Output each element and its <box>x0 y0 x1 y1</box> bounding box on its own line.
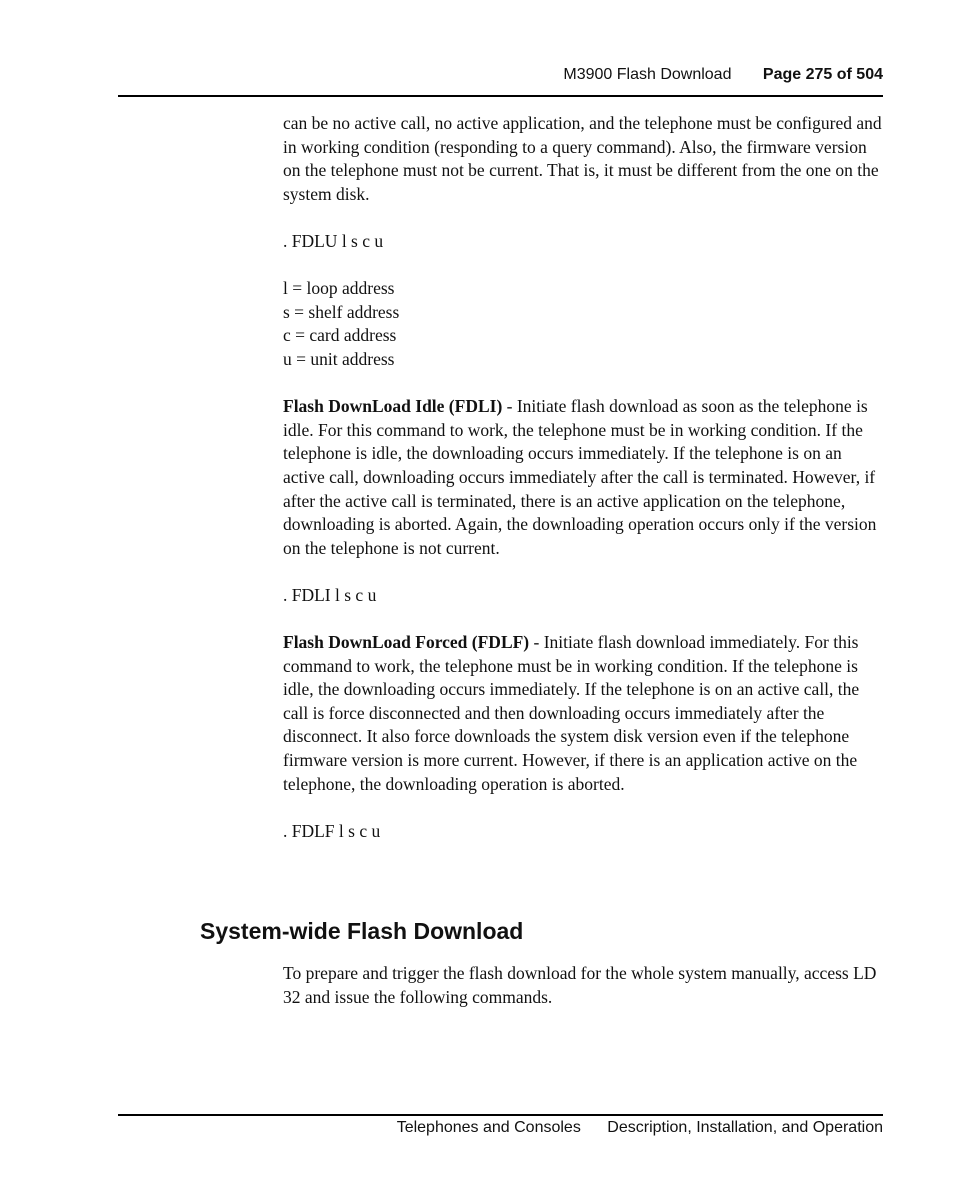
footer-divider <box>118 1114 883 1116</box>
command-fdlf: . FDLF l s c u <box>283 820 381 841</box>
paragraph-fdli <box>283 395 883 560</box>
term-fdli: Flash DownLoad Idle (FDLI) <box>283 396 503 417</box>
description-fdli: - Initiate flash download as soon as the telephone is idle. For this command to work, the telephone must be in working condition. If the telephone is idle, the downloading occurs immediately. If the telephone is on an active call, downloading occurs immediately after the call is terminated. However, if after the active call is terminated, there is an active application on the telephone, downloading is aborted. Again, the downloading operation occurs only if the version on the telephone is not current. <box>283 396 877 558</box>
term-fdlf: Flash DownLoad Forced (FDLF) <box>283 632 530 653</box>
param-loop: l = loop address <box>283 278 395 299</box>
command-fdlu: . FDLU l s c u <box>283 230 384 251</box>
page-footer <box>397 1119 883 1137</box>
parameter-list <box>283 277 883 371</box>
section-heading: System-wide Flash Download <box>200 918 524 944</box>
paragraph-fdlf <box>283 631 883 796</box>
command-fdli: . FDLI l s c u <box>283 584 377 605</box>
param-shelf: s = shelf address <box>283 301 400 322</box>
param-unit: u = unit address <box>283 348 395 369</box>
footer-book-title: Telephones and Consoles <box>396 1119 581 1136</box>
footer-book-subtitle: Description, Installation, and Operation <box>607 1119 883 1136</box>
header-page-number: Page 275 of 504 <box>762 66 883 83</box>
paragraph-intro: can be no active call, no active application, and the telephone must be configured and in working condition (responding to a query command). Also, the firmware version on the telephone must not be current. That is, it must be different from the one on the system disk. <box>283 113 882 204</box>
section-paragraph: To prepare and trigger the flash download for the whole system manually, access LD 32 and issue the following commands. <box>283 963 877 1007</box>
section-content <box>283 962 883 1009</box>
description-fdlf: - Initiate flash download immediately. For this command to work, the telephone must be in working condition. If the telephone is idle, the downloading occurs immediately. If the telephone is on an active call, the call is force disconnected and then downloading occurs immediately after the disconnect. It also force downloads the system disk version even if the telephone firmware version is more current. However, if there is an application active on the telephone, the downloading operation is aborted. <box>283 632 860 794</box>
header-doc-title: M3900 Flash Download <box>563 66 732 83</box>
param-card: c = card address <box>283 325 397 346</box>
main-content <box>283 112 883 867</box>
header-divider <box>118 95 883 97</box>
page-header <box>563 66 883 84</box>
